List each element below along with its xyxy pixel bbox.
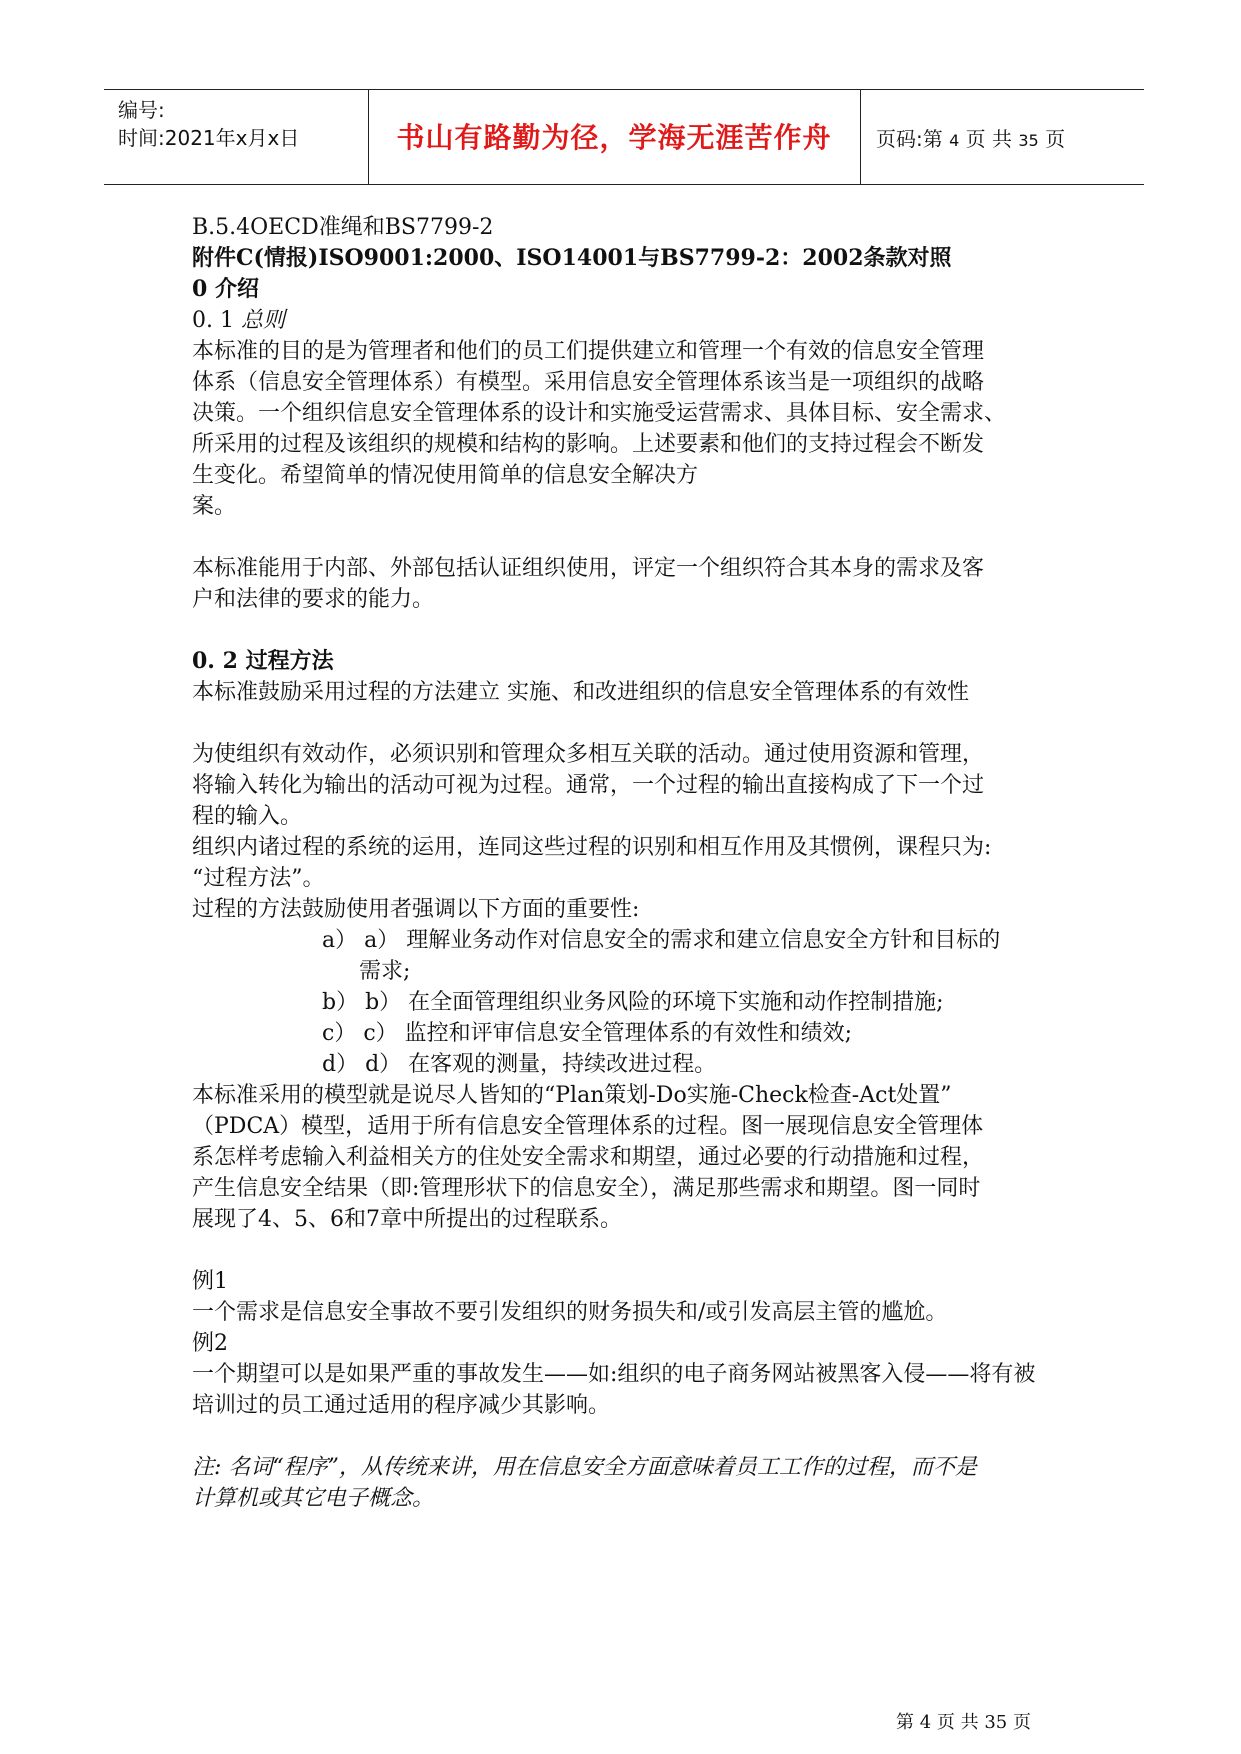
paragraph-line: 所采用的过程及该组织的规模和结构的影响。上述要素和他们的支持过程会不断发: [192, 432, 985, 457]
paragraph-line: 将输入转化为输出的活动可视为过程。通常，一个过程的输出直接构成了下一个过: [192, 773, 985, 798]
subsection-heading: 0. 2 过程方法: [192, 648, 334, 674]
header-motto: 书山有路勤为径，学海无涯苦作舟: [396, 121, 832, 154]
paragraph-line: 决策。一个组织信息安全管理体系的设计和实施受运营需求、具体目标、安全需求、: [192, 401, 1007, 426]
paragraph-line: 体系（信息安全管理体系）有模型。采用信息安全管理体系该当是一项组织的战略: [192, 370, 985, 395]
list-item-continuation: 需求;: [359, 959, 411, 984]
list-item: a） a） 理解业务动作对信息安全的需求和建立信息安全方针和目标的: [322, 928, 1001, 953]
time-line: [118, 124, 299, 152]
paragraph-line: 为使组织有效动作，必须识别和管理众多相互关联的活动。通过使用资源和管理，: [192, 742, 985, 767]
paragraph-line: 过程的方法鼓励使用者强调以下方面的重要性:: [192, 897, 640, 922]
note-line: 注: 名词“程序”，从传统来讲，用在信息安全方面意味着员工工作的过程，而不是: [192, 1455, 977, 1480]
subsection-number: 0. 1: [192, 308, 241, 333]
subsection-heading: [192, 305, 1092, 336]
paragraph-line: 系怎样考虑输入利益相关方的住处安全需求和期望，通过必要的行动措施和过程，: [192, 1145, 985, 1170]
page-total: 35: [1018, 131, 1039, 150]
note-line: 计算机或其它电子概念。: [192, 1486, 435, 1511]
list-item: b） b） 在全面管理组织业务风险的环境下实施和动作控制措施;: [322, 990, 944, 1015]
paragraph-line: 案。: [192, 494, 237, 519]
paragraph-line: 一个期望可以是如果严重的事故发生——如:组织的电子商务网站被黑客入侵——将有被: [192, 1362, 1036, 1387]
paragraph-line: 一个需求是信息安全事故不要引发组织的财务损失和/或引发高层主管的尴尬。: [192, 1300, 948, 1325]
time-value: 2021年x月x日: [164, 126, 300, 150]
list-item: d） d） 在客观的测量，持续改进过程。: [322, 1052, 717, 1077]
serial-label: 编号:: [118, 98, 165, 122]
paragraph-line: 组织内诸过程的系统的运用，连同这些过程的识别和相互作用及其惯例，课程只为:: [192, 835, 992, 860]
page-footer: 第 4 页 共 35 页: [896, 1712, 1031, 1733]
page-header: [104, 89, 1144, 185]
example-label: 例2: [192, 1331, 228, 1356]
header-divider: [860, 90, 861, 184]
page-suffix: 页: [1045, 127, 1066, 151]
paragraph-line: “过程方法”。: [192, 866, 325, 891]
paragraph-line: 本标准鼓励采用过程的方法建立 实施、和改进组织的信息安全管理体系的有效性: [192, 680, 969, 705]
subsection-title: 总则: [240, 308, 285, 333]
annex-heading: 附件C(情报)ISO9001:2000、ISO14001与BS7799-2：2002条款对照: [192, 245, 952, 271]
paragraph-line: 本标准能用于内部、外部包括认证组织使用，评定一个组织符合其本身的需求及客: [192, 556, 985, 581]
page-mid: 页 共: [965, 127, 1013, 151]
example-label: 例1: [192, 1269, 228, 1294]
paragraph-line: 本标准采用的模型就是说尽人皆知的“Plan策划-Do实施-Check检查-Act处置”: [192, 1083, 952, 1108]
section-heading: 0 介绍: [192, 276, 259, 302]
page-current: 4: [949, 131, 960, 150]
time-label: 时间:: [118, 126, 165, 150]
paragraph-line: B.5.4OECD准绳和BS7799-2: [192, 215, 494, 240]
paragraph-line: 本标准的目的是为管理者和他们的员工们提供建立和管理一个有效的信息安全管理: [192, 339, 985, 364]
paragraph-line: 户和法律的要求的能力。: [192, 587, 435, 612]
header-meta: [118, 96, 299, 152]
list-item: c） c） 监控和评审信息安全管理体系的有效性和绩效;: [322, 1021, 853, 1046]
paragraph-line: 培训过的员工通过适用的程序减少其影响。: [192, 1393, 611, 1418]
paragraph-line: 产生信息安全结果（即:管理形状下的信息安全），满足那些需求和期望。图一同时: [192, 1176, 981, 1201]
paragraph-line: 生变化。希望简单的情况使用简单的信息安全解决方: [192, 463, 699, 488]
paragraph-line: 程的输入。: [192, 804, 303, 829]
paragraph-line: 展现了4、5、6和7章中所提出的过程联系。: [192, 1207, 622, 1232]
page-prefix: 页码:第: [876, 127, 943, 151]
paragraph-line: （PDCA）模型，适用于所有信息安全管理体系的过程。图一展现信息安全管理体: [192, 1114, 984, 1139]
document-body: [192, 212, 1092, 1514]
header-page-number: [876, 123, 1065, 152]
